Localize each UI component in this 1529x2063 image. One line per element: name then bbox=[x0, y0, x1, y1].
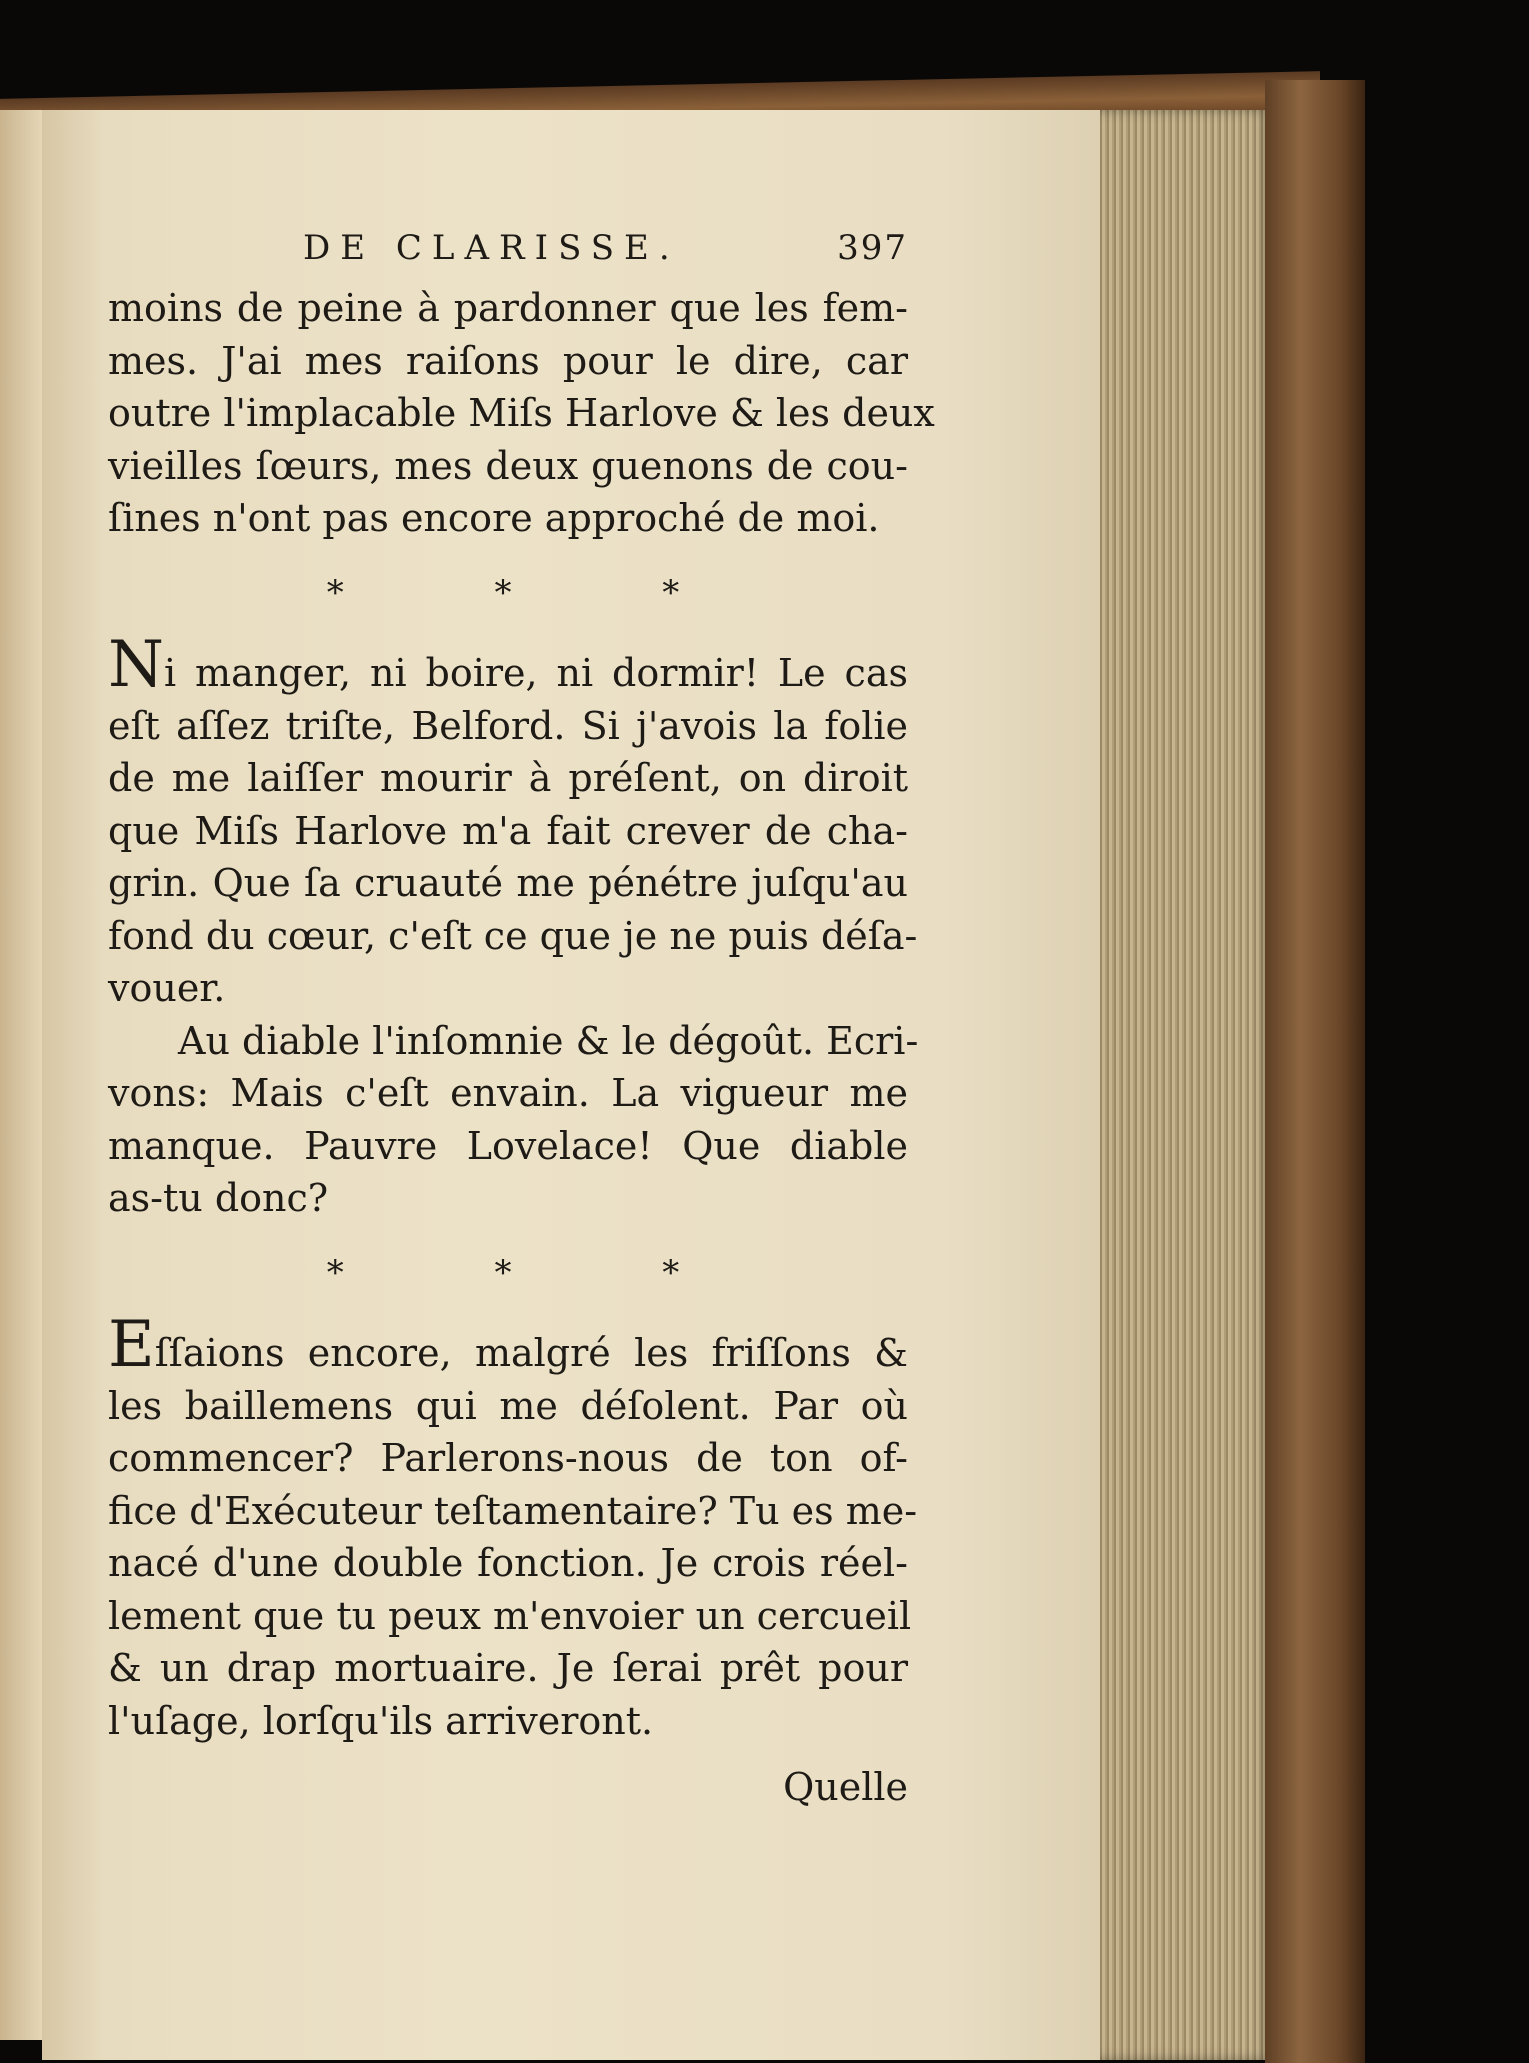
text-line: de me laiſſer mourir à préſent, on diroit bbox=[108, 756, 908, 800]
page-text bbox=[108, 222, 935, 1814]
text-line: vouer. bbox=[108, 966, 226, 1010]
initial-letter: N bbox=[108, 628, 164, 702]
text-line: nacé d'une double fonction. Je crois réel- bbox=[108, 1541, 908, 1585]
running-title: DE CLARISSE. bbox=[303, 228, 680, 268]
paragraph bbox=[108, 628, 918, 1015]
text-line: vieilles ſœurs, mes deux guenons de cou- bbox=[108, 443, 908, 488]
text-line: eſt aſſez triſte, Belford. Si j'avois la folie bbox=[108, 703, 908, 748]
paragraph bbox=[108, 282, 935, 545]
initial-letter: E bbox=[108, 1308, 155, 1382]
page-number: 397 bbox=[837, 228, 908, 268]
text-line: as-tu donc? bbox=[108, 1176, 329, 1220]
text-line: fice d'Exécuteur teſtamentaire? Tu es me- bbox=[108, 1488, 918, 1533]
text-line: & un drap mortuaire. Je ſerai prêt pour bbox=[108, 1646, 908, 1690]
text-line: outre l'implacable Miſs Harlove & les deux bbox=[108, 391, 935, 435]
page-block-edge bbox=[1100, 110, 1275, 2060]
text-line: ſines n'ont pas encore approché de moi. bbox=[108, 496, 880, 540]
text-line: vons: Mais c'eſt envain. La vigueur me bbox=[108, 1071, 908, 1115]
facing-page-edge bbox=[0, 110, 44, 2040]
catchword: Quelle bbox=[783, 1765, 908, 1809]
text-line: l'uſage, lorſqu'ils arriveront. bbox=[108, 1698, 654, 1743]
text-line: fond du cœur, c'eſt ce que je ne puis déſa- bbox=[108, 913, 918, 958]
text-line bbox=[108, 628, 908, 702]
text-line: moins de peine à pardonner que les fem- bbox=[108, 286, 908, 330]
paragraph bbox=[108, 1015, 919, 1225]
section-separator: * * * bbox=[326, 1252, 750, 1293]
section-separator: * * * bbox=[326, 572, 750, 613]
text-line: lement que tu peux m'envoier un cercueil bbox=[108, 1593, 912, 1638]
text-line: commencer? Parlerons-nous de ton of- bbox=[108, 1436, 908, 1480]
book-cover-spine bbox=[1265, 80, 1365, 2063]
text-line-rest: ſſaions encore, malgré les friſſons & bbox=[154, 1331, 908, 1375]
text-line: grin. Que ſa cruauté me pénétre juſqu'au bbox=[108, 861, 908, 905]
text-line: les baillemens qui me déſolent. Par où bbox=[108, 1383, 908, 1428]
running-head bbox=[108, 222, 908, 282]
text-line: Au diable l'inſomnie & le dégoût. Ecri- bbox=[178, 1018, 919, 1063]
paragraph bbox=[108, 1308, 918, 1747]
text-line bbox=[108, 1308, 908, 1382]
text-line-rest: i manger, ni boire, ni dormir! Le cas bbox=[164, 651, 908, 695]
text-line: mes. J'ai mes raiſons pour le dire, car bbox=[108, 338, 908, 383]
text-line: manque. Pauvre Lovelace! Que diable bbox=[108, 1123, 908, 1168]
text-line: que Miſs Harlove m'a fait crever de cha- bbox=[108, 808, 908, 853]
